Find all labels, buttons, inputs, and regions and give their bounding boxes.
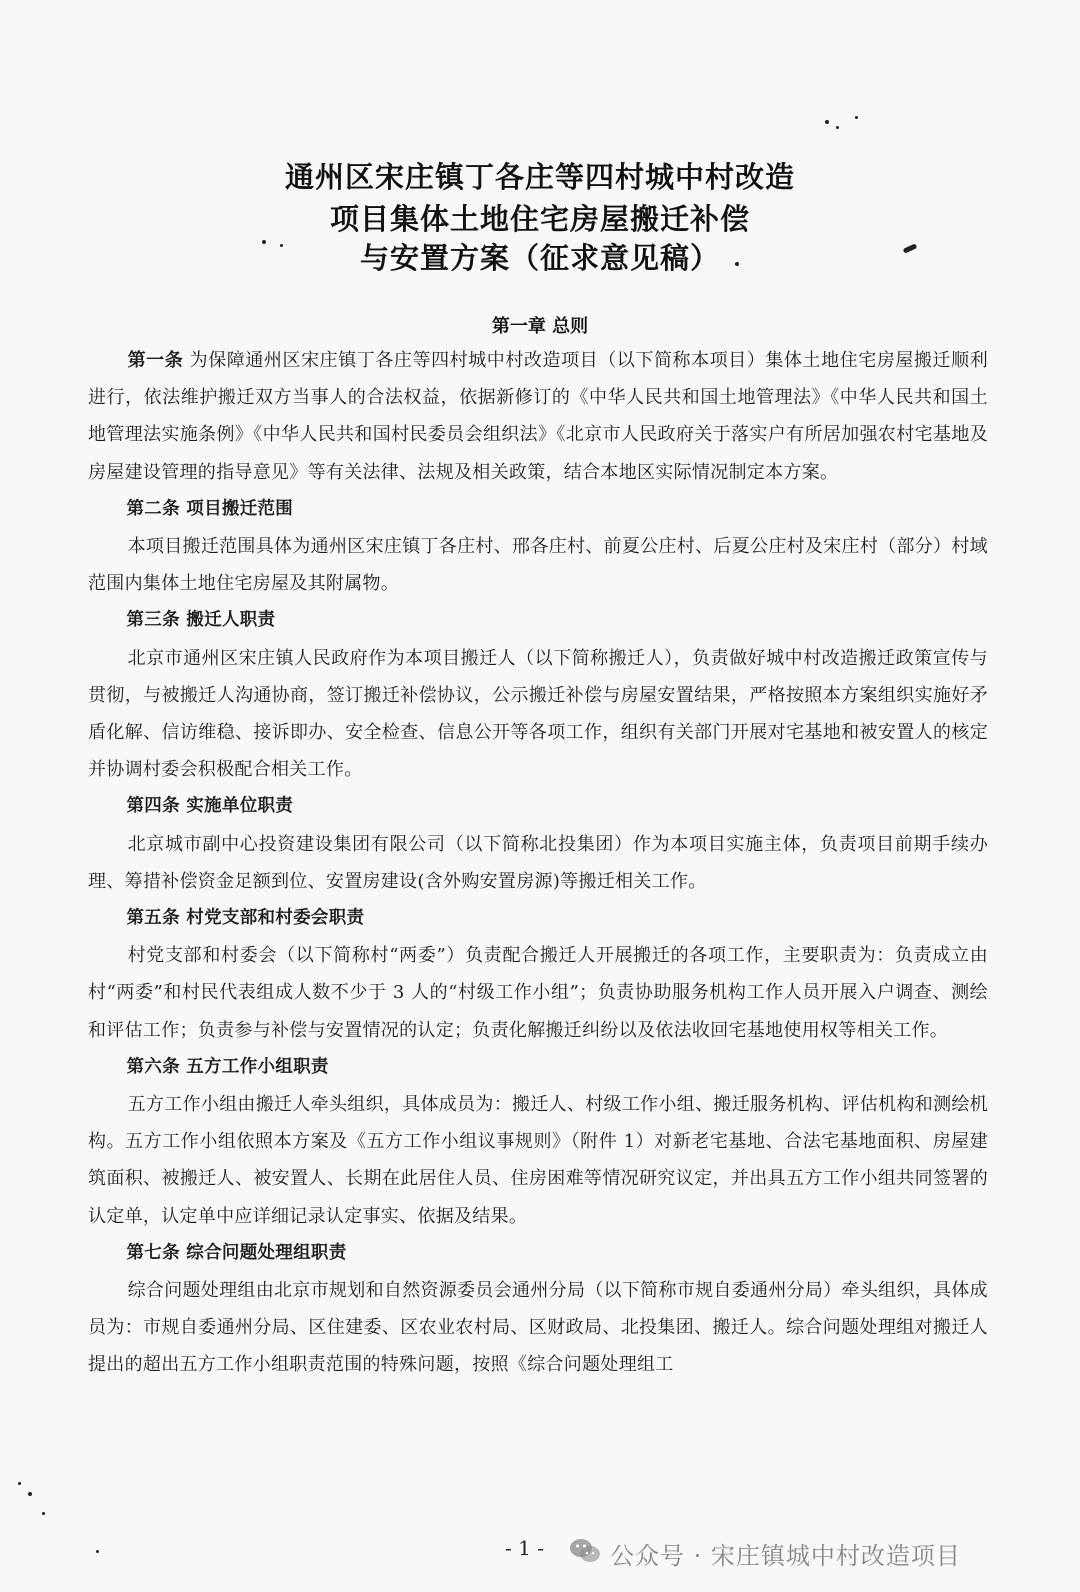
scan-speck xyxy=(836,126,839,129)
article-6-text: 五方工作小组由搬迁人牵头组织，具体成员为：搬迁人、村级工作小组、搬迁服务机构、评估机构和测绘机构。五方工作小组依照本方案及《五方工作小组议事规则》（附件 1）对新老宅基地、合法宅基地面积、房屋建筑面积、被搬迁人、被安置人、长期在此居住人员、住房困难等情况研究议定，并出具五方工作小组共同签署的认定单，认定单中应详细记录认定事实、依据及结果。 xyxy=(88,1094,988,1227)
article-2-heading: 第二条 项目搬迁范围 xyxy=(126,498,294,519)
scan-speck xyxy=(825,120,829,124)
article-5-heading: 第五条 村党支部和村委会职责 xyxy=(126,908,365,929)
article-4-heading: 第四条 实施单位职责 xyxy=(126,796,294,817)
watermark-text xyxy=(610,1536,961,1571)
document-title-line-3: 与安置方案（征求意见稿） xyxy=(359,241,720,275)
document-body xyxy=(88,342,988,1384)
scan-speck xyxy=(42,1512,45,1515)
scan-speck xyxy=(855,116,858,119)
document-title-line-1: 通州区宋庄镇丁各庄等四村城中村改造 xyxy=(284,160,795,194)
article-1-label: 第一条 xyxy=(127,350,184,371)
article-4-text: 北京城市副中心投资建设集团有限公司（以下简称北投集团）作为本项目实施主体，负责项目前期手续办理、筹措补偿资金足额到位、安置房建设(含外购安置房源)等搬迁相关工作。 xyxy=(88,833,988,892)
article-3-heading: 第三条 搬迁人职责 xyxy=(126,610,276,631)
article-3-text: 北京市通州区宋庄镇人民政府作为本项目搬迁人（以下简称搬迁人），负责做好城中村改造搬迁政策宣传与贯彻，与被搬迁人沟通协商，签订搬迁补偿协议，公示搬迁补偿与房屋安置结果，严格按照本方案组织实施好矛盾化解、信访维稳、接诉即办、安全检查、信息公开等各项工作，组织有关部门开展对宅基地和被安置人的核定并协调村委会积极配合相关工作。 xyxy=(88,647,988,781)
scan-speck xyxy=(28,1492,32,1496)
article-7-text: 综合问题处理组由北京市规划和自然资源委员会通州分局（以下简称市规自委通州分局）牵头组织，具体成员为：市规自委通州分局、区住建委、区农业农村局、区财政局、北投集团、搬迁人。综合问题处理组对搬迁人提出的超出五方工作小组职责范围的特殊问题，按照《综合问题处理组工 xyxy=(88,1280,988,1376)
article-6-heading: 第六条 五方工作小组职责 xyxy=(126,1056,329,1077)
article-1-paragraph xyxy=(88,342,988,491)
chapter-heading: 第一章 总则 xyxy=(491,316,589,337)
article-1-text: 为保障通州区宋庄镇丁各庄等四村城中村改造项目（以下简称本项目）集体土地住宅房屋搬迁顺利进行，依法维护搬迁双方当事人的合法权益，依据新修订的《中华人民共和国土地管理法》《中华人民共和国土地管理法实施条例》《中华人民共和国村民委员会组织法》《北京市人民政府关于落实户有所居加强农村宅基地及房屋建设管理的指导意见》等有关法律、法规及相关政策，结合本地区实际情况制定本方案。 xyxy=(88,350,989,483)
article-7-heading: 第七条 综合问题处理组职责 xyxy=(126,1242,347,1263)
wechat-icon xyxy=(568,1536,602,1566)
watermark-account-name: 宋庄镇城中村改造项目 xyxy=(710,1542,961,1570)
page-footer xyxy=(0,1536,1080,1572)
watermark-prefix: 公众号 · xyxy=(610,1542,711,1570)
article-2-text: 本项目搬迁范围具体为通州区宋庄镇丁各庄村、邢各庄村、前夏公庄村、后夏公庄村及宋庄村（部分）村域范围内集体土地住宅房屋及其附属物。 xyxy=(88,536,988,595)
article-5-text: 村党支部和村委会（以下简称村“两委”）负责配合搬迁人开展搬迁的各项工作，主要职责为：负责成立由村“两委”和村民代表组成人数不少于 3 人的“村级工作小组”；负责协助服务机构工作人员开展入户调查、测绘和评估工作；负责参与补偿与安置情况的认定；负责化解搬迁纠纷以及依法收回宅基地使用权等相关工作。 xyxy=(88,945,988,1041)
scan-speck xyxy=(18,1482,21,1485)
page-number: - 1 - xyxy=(505,1536,544,1560)
document-title-line-2: 项目集体土地住宅房屋搬迁补偿 xyxy=(329,202,750,236)
